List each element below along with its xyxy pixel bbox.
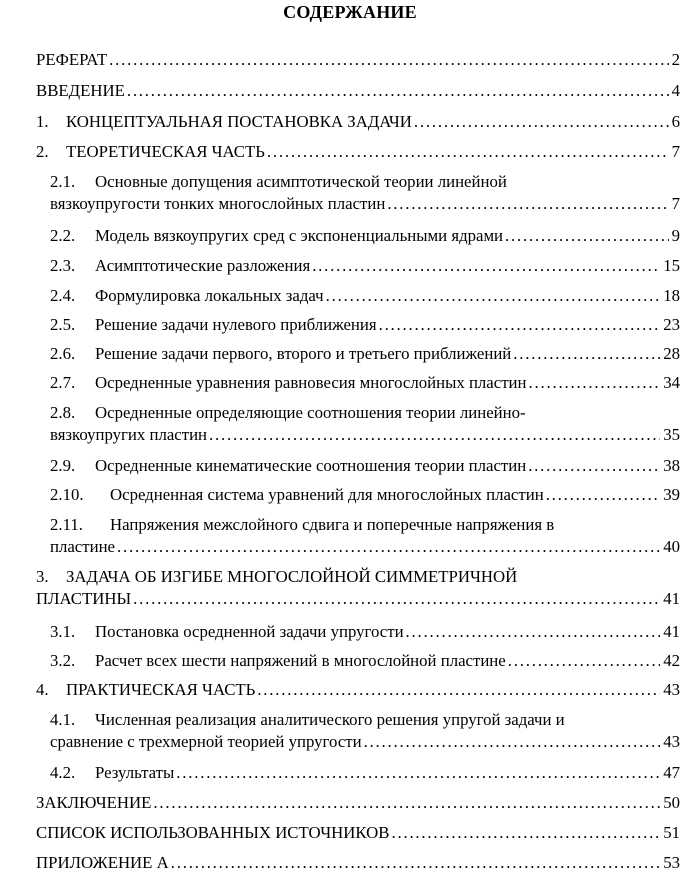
toc-entry-title: Осредненные кинематические соотношения теории пластин — [95, 456, 527, 475]
toc-entry-title: Решение задачи первого, второго и третьего приближений — [95, 344, 512, 363]
toc-entry[interactable] — [36, 679, 680, 701]
toc-page-number: 6 — [671, 112, 680, 131]
dot-leader — [505, 225, 669, 247]
toc-entry[interactable] — [50, 402, 680, 446]
toc-page-number: 40 — [663, 537, 680, 556]
toc-entry-number: 2. — [36, 142, 49, 161]
toc-entry-title: ПРИЛОЖЕНИЕ А — [36, 853, 169, 872]
toc-page-number: 42 — [663, 651, 680, 670]
toc-entry[interactable] — [50, 514, 680, 558]
dot-leader — [326, 285, 661, 307]
dot-leader — [127, 80, 669, 102]
dot-leader — [133, 588, 660, 610]
toc-page-number: 35 — [663, 425, 680, 444]
toc-entry-title: Постановка осредненной задачи упругости — [95, 622, 404, 641]
toc-page-number: 43 — [663, 732, 680, 751]
toc-entry[interactable] — [36, 49, 680, 71]
toc-entry[interactable] — [50, 171, 680, 215]
toc-entry-title: Осредненная система уравнений для многослойных пластин — [110, 485, 544, 504]
toc-entry-title: РЕФЕРАТ — [36, 50, 108, 69]
toc-entry-title: Расчет всех шести напряжений в многослойной пластине — [95, 651, 506, 670]
toc-entry-title: пластине — [50, 537, 115, 556]
toc-page-number: 34 — [663, 373, 680, 392]
dot-leader — [117, 536, 660, 558]
dot-leader — [109, 49, 668, 71]
toc-entry-number: 2.10. — [50, 485, 84, 504]
toc-entry[interactable] — [50, 372, 680, 394]
toc-entry[interactable] — [50, 285, 680, 307]
toc-entry-number: 2.1. — [50, 172, 76, 191]
toc-entry[interactable] — [50, 455, 680, 477]
toc-page-number: 28 — [663, 344, 680, 363]
toc-entry-number: 2.8. — [50, 403, 76, 422]
toc-page-number: 18 — [663, 286, 680, 305]
dot-leader — [257, 679, 660, 701]
toc-entry[interactable] — [50, 709, 680, 753]
toc-entry[interactable] — [50, 762, 680, 784]
toc-entry-number: 3.2. — [50, 651, 76, 670]
toc-entry-number: 4.1. — [50, 710, 76, 729]
dot-leader — [529, 372, 661, 394]
toc-entry-title-line1: Осредненные определяющие соотношения теории линейно- — [95, 403, 526, 422]
dot-leader — [513, 343, 660, 365]
toc-entry-title: ВВЕДЕНИЕ — [36, 81, 125, 100]
toc-entry-number: 2.6. — [50, 344, 76, 363]
dot-leader — [312, 255, 660, 277]
dot-leader — [153, 792, 660, 814]
toc-entry-title: Решение задачи нулевого приближения — [95, 315, 377, 334]
toc-entry-number: 2.2. — [50, 226, 76, 245]
toc-entry-number: 2.3. — [50, 256, 76, 275]
toc-entry[interactable] — [36, 80, 680, 102]
dot-leader — [176, 762, 660, 784]
toc-entry-title: Осредненные уравнения равновесия многослойных пластин — [95, 373, 527, 392]
dot-leader — [546, 484, 661, 506]
toc-entry[interactable] — [50, 225, 680, 247]
toc-entry-title: КОНЦЕПТУАЛЬНАЯ ПОСТАНОВКА ЗАДАЧИ — [66, 112, 412, 131]
toc-page-number: 41 — [663, 622, 680, 641]
toc-entry[interactable] — [50, 650, 680, 672]
dot-leader — [209, 424, 660, 446]
toc-entry[interactable] — [50, 255, 680, 277]
dot-leader — [379, 314, 661, 336]
toc-page-number: 38 — [663, 456, 680, 475]
dot-leader — [387, 193, 668, 215]
toc-entry-title: вязкоупругих пластин — [50, 425, 208, 444]
toc-entry-number: 4. — [36, 680, 49, 699]
toc-entry-number: 2.5. — [50, 315, 76, 334]
toc-entry-title: Модель вязкоупругих сред с экспоненциальными ядрами — [95, 226, 504, 245]
toc-entry-number: 2.7. — [50, 373, 76, 392]
toc-entry-number: 4.2. — [50, 763, 76, 782]
toc-entry-title: ЗАКЛЮЧЕНИЕ — [36, 793, 152, 812]
toc-page-number: 7 — [671, 142, 680, 161]
toc-page-number: 7 — [671, 194, 680, 213]
toc-entry-title: Асимптотические разложения — [95, 256, 311, 275]
toc-entry-title-line1: ЗАДАЧА ОБ ИЗГИБЕ МНОГОСЛОЙНОЙ СИММЕТРИЧНОЙ — [66, 567, 518, 586]
toc-page-number: 43 — [663, 680, 680, 699]
dot-leader — [267, 141, 669, 163]
toc-entry[interactable] — [36, 141, 680, 163]
toc-entry-number: 2.11. — [50, 515, 83, 534]
toc-entry[interactable] — [50, 343, 680, 365]
toc-entry-number: 3.1. — [50, 622, 76, 641]
toc-entry-title-line1: Напряжения межслойного сдвига и поперечные напряжения в — [110, 515, 555, 534]
toc-entry-title: ПРАКТИЧЕСКАЯ ЧАСТЬ — [66, 680, 256, 699]
toc-page-number: 39 — [663, 485, 680, 504]
dot-leader — [171, 852, 660, 874]
toc-page-number: 23 — [663, 315, 680, 334]
toc-title: СОДЕРЖАНИЕ — [283, 2, 417, 22]
toc-entry-title: вязкоупругости тонких многослойных пластин — [50, 194, 386, 213]
toc-entry-title: Формулировка локальных задач — [95, 286, 324, 305]
toc-entry[interactable] — [50, 621, 680, 643]
toc-page-number: 9 — [671, 226, 680, 245]
dot-leader — [508, 650, 660, 672]
toc-entry-title-line1: Численная реализация аналитического решения упругой задачи и — [95, 710, 565, 729]
toc-entry[interactable] — [36, 111, 680, 133]
toc-entry-title: ТЕОРЕТИЧЕСКАЯ ЧАСТЬ — [66, 142, 265, 161]
toc-entry[interactable] — [36, 566, 680, 610]
toc-entry-title: СПИСОК ИСПОЛЬЗОВАННЫХ ИСТОЧНИКОВ — [36, 823, 390, 842]
toc-entry-title-line1: Основные допущения асимптотической теории линейной — [95, 172, 507, 191]
toc-entry-number: 2.9. — [50, 456, 76, 475]
toc-page-number: 15 — [663, 256, 680, 275]
toc-entry-title: ПЛАСТИНЫ — [36, 589, 132, 608]
toc-page-number: 47 — [663, 763, 680, 782]
toc-page-number: 2 — [671, 50, 680, 69]
toc-entry-number: 1. — [36, 112, 49, 131]
dot-leader — [364, 731, 661, 753]
toc-entry[interactable] — [50, 314, 680, 336]
toc-entry[interactable] — [36, 792, 680, 814]
toc-page-number: 4 — [671, 81, 680, 100]
toc-page-number: 41 — [663, 589, 680, 608]
dot-leader — [528, 455, 660, 477]
toc-entry-number: 2.4. — [50, 286, 76, 305]
toc-entry-number: 3. — [36, 567, 49, 586]
toc-entry[interactable] — [36, 822, 680, 844]
toc-entry[interactable] — [50, 484, 680, 506]
dot-leader — [414, 111, 669, 133]
dot-leader — [406, 621, 661, 643]
toc-entry-title: сравнение с трехмерной теорией упругости — [50, 732, 362, 751]
toc-page-number: 50 — [663, 793, 680, 812]
toc-page-number: 53 — [663, 853, 680, 872]
toc-entry-title: Результаты — [95, 763, 175, 782]
toc-page-number: 51 — [663, 823, 680, 842]
toc-entry[interactable] — [36, 852, 680, 874]
dot-leader — [391, 822, 660, 844]
